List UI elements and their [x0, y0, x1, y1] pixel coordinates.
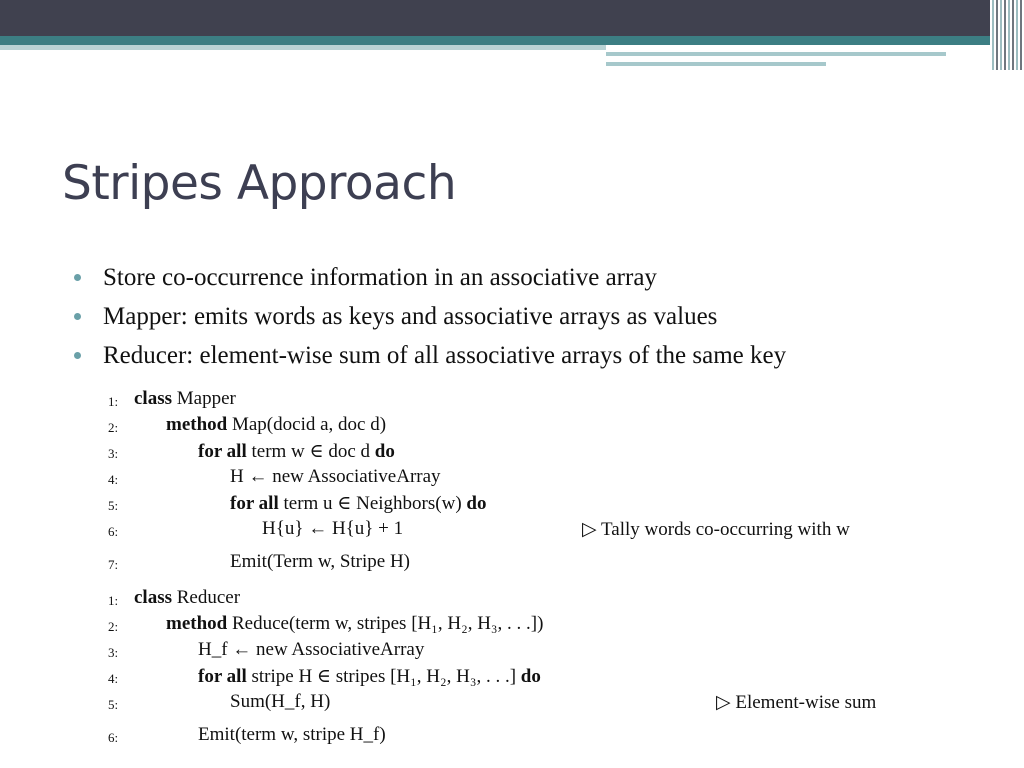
bullet-item: Store co-occurrence information in an associative array	[72, 258, 786, 297]
mapper-line	[108, 518, 908, 542]
code-text	[166, 414, 386, 436]
line-number: 4:	[108, 671, 119, 686]
slide-title: Stripes Approach	[62, 156, 457, 211]
code-body: term u ∈ Neighbors(w)	[278, 493, 467, 514]
code-text	[198, 639, 424, 661]
keyword: do	[466, 493, 487, 514]
line-number: 7:	[108, 557, 119, 572]
code-body: Sum(H_f, H)	[230, 691, 331, 712]
reducer-line	[108, 665, 908, 689]
bullet-list	[72, 258, 786, 375]
line-number: 6:	[108, 524, 119, 539]
header-stripes	[990, 0, 1024, 70]
code-body: Mapper	[172, 388, 236, 409]
code-comment: ▷ Tally words co-occurring with w	[582, 519, 850, 540]
code-body: H ← new AssociativeArray	[230, 466, 441, 487]
code-body: Emit(term w, stripe H_f)	[198, 724, 386, 745]
code-body: Reducer	[172, 587, 241, 608]
header-accent-line	[606, 52, 946, 56]
header-teal-band	[0, 36, 1024, 45]
code-text	[198, 440, 395, 463]
code-text	[134, 587, 240, 609]
header-light-band	[0, 45, 606, 50]
keyword: class	[134, 388, 172, 409]
mapper-line	[108, 440, 908, 464]
code-body: H_f ← new AssociativeArray	[198, 639, 425, 660]
line-number: 3:	[108, 645, 119, 660]
keyword: do	[374, 441, 395, 462]
code-body: term w ∈ doc d	[246, 441, 375, 462]
line-number: 2:	[108, 420, 119, 435]
code-body: H{u} ← H{u} + 1	[262, 518, 404, 539]
line-number: 3:	[108, 446, 119, 461]
code-text	[230, 492, 486, 515]
code-body: stripe H ∈ stripes [H₁, H₂, H₃, . . .]	[246, 666, 521, 687]
code-text	[230, 466, 441, 488]
reducer-line	[108, 691, 908, 715]
bullet-item: Reducer: element-wise sum of all associative arrays of the same key	[72, 336, 786, 375]
code-text	[230, 691, 330, 713]
line-number: 4:	[108, 472, 119, 487]
code-body: Emit(Term w, Stripe H)	[230, 551, 411, 572]
code-text	[198, 724, 386, 746]
mapper-line	[108, 466, 908, 490]
code-comment: ▷ Element-wise sum	[716, 692, 877, 713]
line-number: 5:	[108, 697, 119, 712]
keyword: for all	[198, 666, 247, 687]
code-text	[166, 613, 543, 635]
reducer-line	[108, 724, 908, 748]
line-number: 5:	[108, 498, 119, 513]
mapper-line	[108, 414, 908, 438]
line-number: 1:	[108, 593, 119, 608]
keyword: method	[166, 613, 228, 634]
code-text	[198, 665, 541, 688]
header-dark-band	[0, 0, 1024, 36]
code-body: Map(docid a, doc d)	[227, 414, 387, 435]
header-accent-line	[606, 62, 826, 66]
keyword: method	[166, 414, 228, 435]
mapper-line	[108, 388, 908, 412]
bullet-item: Mapper: emits words as keys and associative arrays as values	[72, 297, 786, 336]
keyword: do	[520, 666, 541, 687]
keyword: for all	[230, 493, 279, 514]
line-number: 6:	[108, 730, 119, 745]
mapper-line	[108, 551, 908, 575]
reducer-line	[108, 639, 908, 663]
reducer-line	[108, 587, 908, 611]
mapper-line	[108, 492, 908, 516]
line-number: 2:	[108, 619, 119, 634]
keyword: for all	[198, 441, 247, 462]
code-body: Reduce(term w, stripes [H₁, H₂, H₃, . . .])	[227, 613, 544, 634]
code-text	[230, 551, 410, 573]
reducer-line	[108, 613, 908, 637]
code-text	[134, 388, 236, 410]
keyword: class	[134, 587, 172, 608]
line-number: 1:	[108, 394, 119, 409]
code-text	[262, 518, 403, 540]
